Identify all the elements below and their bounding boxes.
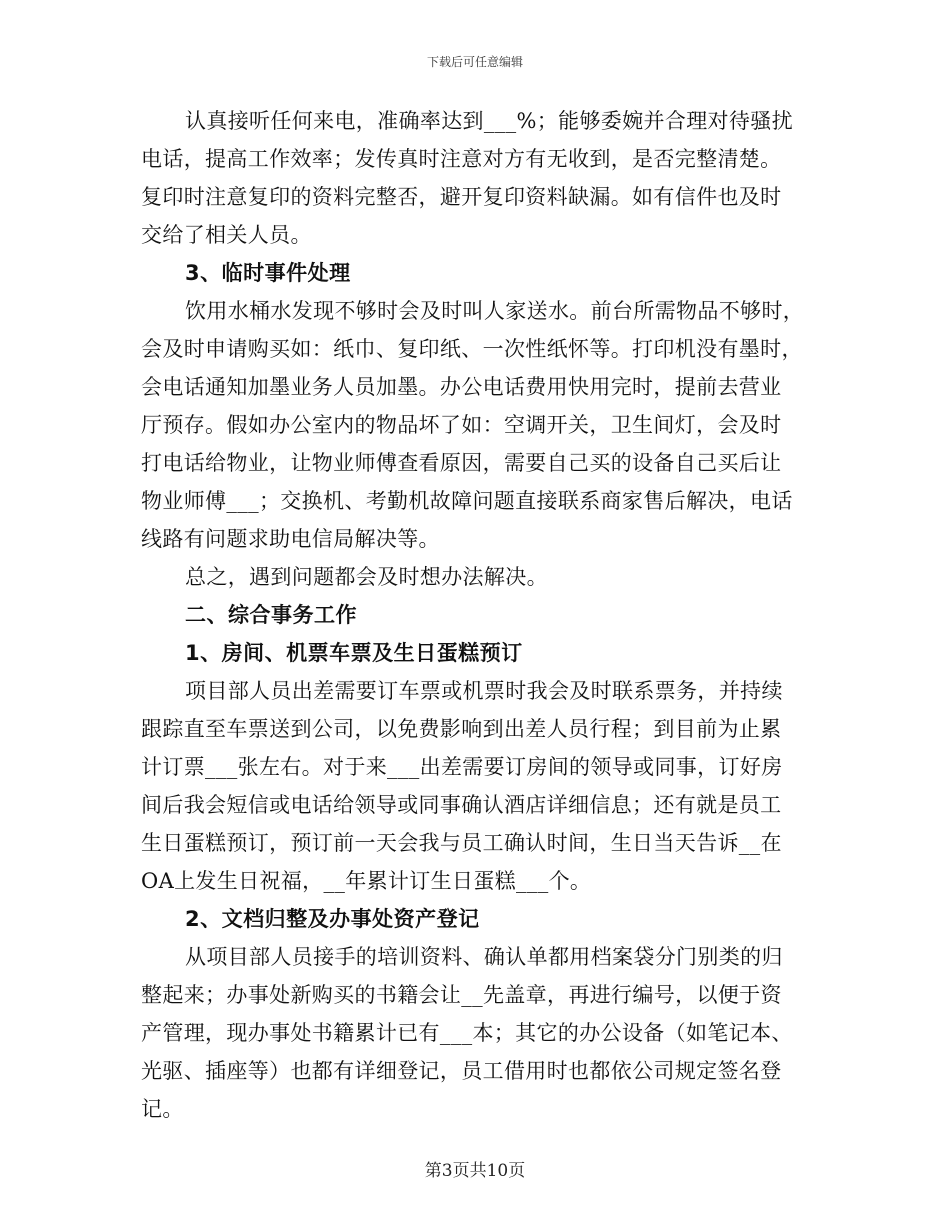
section-heading: 2、文档归整及办事处资产登记 [185,907,480,931]
text-line: 打电话给物业，让物业师傅查看原因，需要自己买的设备自己买后让 [141,451,782,475]
text-line: 复印时注意复印的资料完整否，避开复印资料缺漏。如有信件也及时 [141,185,782,209]
text-line: 记。 [141,1097,184,1121]
document-body [141,102,821,1128]
text-line: 电话，提高工作效率；发传真时注意对方有无收到，是否完整清楚。 [141,147,782,171]
section-heading: 1、房间、机票车票及生日蛋糕预订 [185,641,523,665]
text-line: 会及时申请购买如：纸巾、复印纸、一次性纸怀等。打印机没有墨时， [141,337,803,361]
text-line: 计订票___张左右。对于来___出差需要订房间的领导或同事，订好房 [141,755,783,779]
text-line: 线路有问题求助电信局解决等。 [141,527,440,551]
text-line: 会电话通知加墨业务人员加墨。办公电话费用快用完时，提前去营业 [141,375,782,399]
text-line: 生日蛋糕预订，预订前一天会我与员工确认时间，生日当天告诉__在 [141,831,782,855]
text-line: 认真接听任何来电，准确率达到___%；能够委婉并合理对待骚扰 [185,109,793,133]
text-line: 跟踪直至车票送到公司，以免费影响到出差人员行程；到目前为止累 [141,717,782,741]
text-line: 从项目部人员接手的培训资料、确认单都用档案袋分门别类的归 [185,945,783,969]
text-line: 饮用水桶水发现不够时会及时叫人家送水。前台所需物品不够时， [185,299,805,323]
text-line: 厅预存。假如办公室内的物品坏了如：空调开关，卫生间灯，会及时 [141,413,782,437]
text-line: OA上发生日祝福，__年累计订生日蛋糕___个。 [141,869,592,893]
page-footer: 第3页共10页 [424,1161,526,1181]
page-header: 下载后可任意编辑 [426,55,523,69]
text-line: 整起来；办事处新购买的书籍会让__先盖章，再进行编号，以便于资 [141,983,782,1007]
text-line: 间后我会短信或电话给领导或同事确认酒店详细信息；还有就是员工 [141,793,782,817]
text-line: 项目部人员出差需要订车票或机票时我会及时联系票务，并持续 [185,679,783,703]
text-line: 产管理，现办事处书籍累计已有___本；其它的办公设备（如笔记本、 [141,1021,793,1045]
section-heading: 3、临时事件处理 [185,261,351,285]
text-line: 总之，遇到问题都会及时想办法解决。 [185,565,548,589]
text-line: 光驱、插座等）也都有详细登记，员工借用时也都依公司规定签名登 [141,1059,782,1083]
text-line: 物业师傅___；交换机、考勤机故障问题直接联系商家售后解决，电话 [141,489,793,513]
section-heading: 二、综合事务工作 [185,603,357,627]
text-line: 交给了相关人员。 [141,223,312,247]
